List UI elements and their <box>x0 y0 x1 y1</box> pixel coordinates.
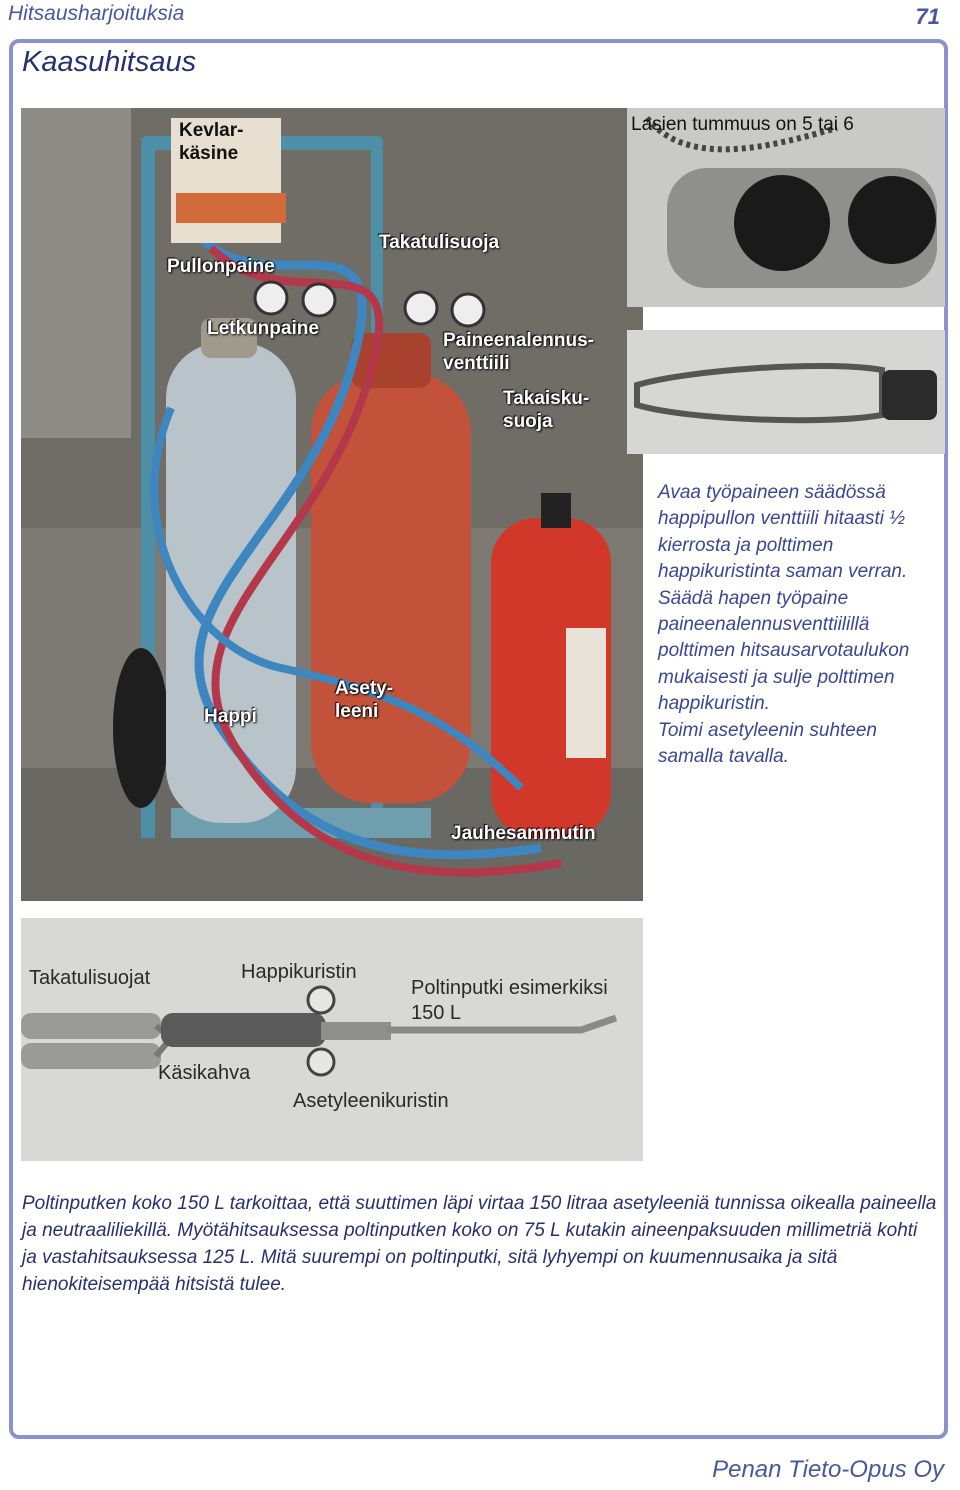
label-extinguisher: Jauhesammutin <box>451 823 596 844</box>
label-acetylene-valve: Asetyleenikuristin <box>293 1090 449 1112</box>
page-title: Kaasuhitsaus <box>22 46 197 78</box>
label-acetylene: Asety- leeni <box>335 678 394 722</box>
instruction-paragraph: Toimi asetyleenin suhteen samalla tavalla. <box>658 719 877 768</box>
welding-cart-photo <box>21 108 643 901</box>
publisher-footer: Penan Tieto-Opus Oy <box>712 1456 944 1483</box>
label-hose-pressure: Letkunpaine <box>207 318 319 339</box>
label-nozzle: Poltinputki esimerkiksi 150 L <box>411 977 608 1024</box>
label-bottle-pressure: Pullonpaine <box>167 256 275 277</box>
label-kevlar-gloves: Kevlar- käsine <box>179 120 244 164</box>
label-oxygen: Happi <box>204 706 257 727</box>
torch-photo <box>21 918 643 1161</box>
label-lens-shade: Lasien tummuus on 5 tai 6 <box>631 114 854 135</box>
torch-caption: Poltinputken koko 150 L tarkoittaa, että suuttimen läpi virtaa 150 litraa asetyleeniä tunnissa oikealla paineella ja neutraaliliekillä. Myötähitsauksessa poltinputken koko on 75 L kutakin aineenpaksuuden millimetriä kohti ja vastahitsauksessa 125 L. Mitä suurempi on poltinputki, sitä lyhyempi on kuumennusaika ja sitä hienokiteisempää hitsistä tulee. <box>22 1193 937 1296</box>
instruction-paragraph: Avaa työpaineen säädössä happipullon venttiili hitaasti ½ kierrosta ja polttimen happikuristinta saman verran. <box>658 482 908 583</box>
instruction-paragraph: Säädä hapen työpaine paineenalennusventtiilillä polttimen hitsausarvotaulukon mukaisesti ja sulje polttimen happikuristin. <box>658 587 910 715</box>
label-flashback-arrestors: Takatulisuojat <box>29 967 151 989</box>
label-pressure-reducer: Paineenalennus- venttiili <box>443 330 594 374</box>
label-handle: Käsikahva <box>158 1062 251 1084</box>
instructions-text <box>658 480 943 770</box>
label-oxygen-valve: Happikuristin <box>241 961 357 983</box>
spark-lighter-photo <box>627 330 945 454</box>
page-number: 71 <box>915 4 940 29</box>
label-check-valve: Takaisku- suoja <box>503 388 590 432</box>
label-flashback-arrestor: Takatulisuoja <box>379 232 500 253</box>
goggles-photo <box>627 108 945 307</box>
series-title: Hitsausharjoituksia <box>8 2 185 25</box>
